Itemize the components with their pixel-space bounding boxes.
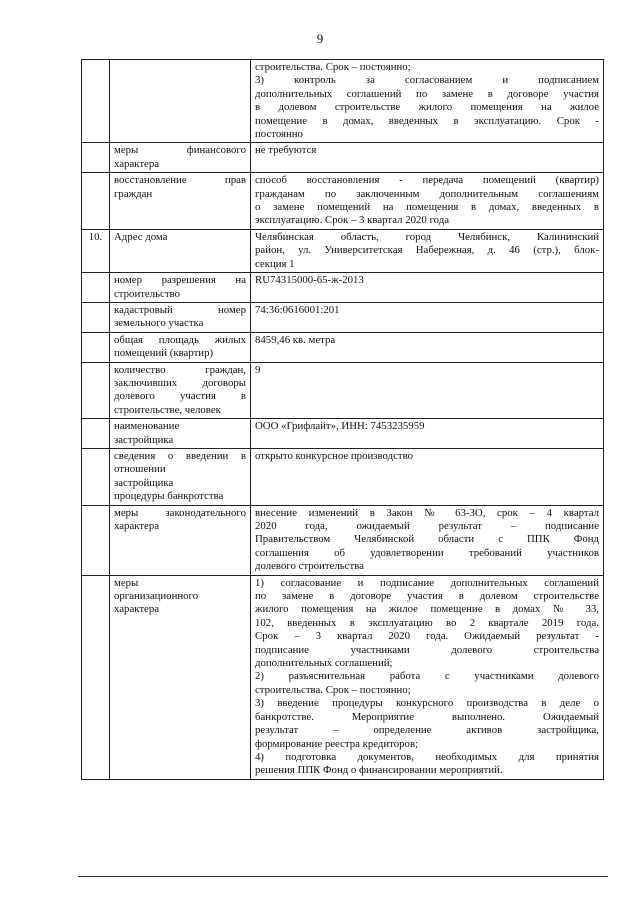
label-line: характера <box>114 603 160 616</box>
row-label-cell <box>110 173 251 230</box>
label-line: меры финансового <box>114 144 246 157</box>
value-line: дополнительных соглашений по замене в договоре участия <box>255 87 599 100</box>
label-line: меры законодательного <box>114 506 246 519</box>
row-number-cell <box>82 60 110 143</box>
value-line: по замене в договоре участия в долевом строительстве <box>255 590 599 603</box>
row-number-cell <box>82 273 110 303</box>
label-line: характера <box>114 520 160 532</box>
value-line: Правительством Челябинской области с ППК Фонд <box>255 533 599 546</box>
label-line: строительство <box>114 287 180 300</box>
table-row <box>82 505 604 575</box>
value-line: район, ул. Университетская Набережная, д. 46 (стр.), блок- <box>255 244 599 257</box>
table-row <box>82 575 604 779</box>
value-line: банкротстве. Мероприятие выполнено. Ожидаемый <box>255 710 599 723</box>
value-line: Челябинская область, город Челябинск, Калининский <box>255 230 599 243</box>
table-row <box>82 332 604 362</box>
value-line: 74:36:0616001:201 <box>255 303 340 316</box>
value-line: дополнительных соглашений; <box>255 657 393 670</box>
row-number-cell: 10. <box>82 229 110 272</box>
row-label-cell <box>110 448 251 505</box>
row-value-cell <box>251 60 604 143</box>
value-line: 9 <box>255 363 261 376</box>
value-line: в долевом строительстве жилого помещения на жилое <box>255 101 599 114</box>
value-line: строительства. Срок – постоянно; <box>255 61 411 73</box>
label-line: кадастровый номер <box>114 303 246 316</box>
value-line: не требуются <box>255 144 317 157</box>
value-line: 1) согласование и подписание дополнительных соглашений <box>255 576 599 589</box>
row-label-cell <box>110 419 251 449</box>
row-number-cell <box>82 505 110 575</box>
row-number-cell <box>82 302 110 332</box>
row-label-cell <box>110 575 251 779</box>
label-line: помещений (квартир) <box>114 347 214 360</box>
value-line: строительства. Срок – постоянно; <box>255 683 411 696</box>
label-line: застройщика <box>114 476 174 489</box>
row-value-cell <box>251 505 604 575</box>
label-line: меры <box>114 576 139 589</box>
label-line: Адрес дома <box>114 230 168 243</box>
table-row <box>82 143 604 173</box>
row-value-cell <box>251 273 604 303</box>
row-label-cell <box>110 362 251 419</box>
row-value-cell <box>251 332 604 362</box>
value-line: жилого помещения на жилое помещение в домах № 33, <box>255 603 599 616</box>
row-number-cell <box>82 362 110 419</box>
row-number-cell <box>82 448 110 505</box>
value-line: 3) введение процедуры конкурсного производства в деле о <box>255 697 599 710</box>
label-line: земельного участка <box>114 317 204 330</box>
table-body <box>82 60 604 780</box>
value-line: 8459,46 кв. метра <box>255 333 336 346</box>
label-line: процедуры банкротства <box>114 490 224 503</box>
row-value-cell <box>251 419 604 449</box>
value-line: 4) подготовка документов, необходимых для принятия <box>255 750 599 763</box>
value-line: Срок – 3 квартал 2020 года. Ожидаемый результат - <box>255 630 599 643</box>
label-line: сведения о введении в <box>114 449 246 462</box>
table-row <box>82 173 604 230</box>
row-label-cell <box>110 229 251 272</box>
page-bottom-rule <box>78 876 608 877</box>
row-number-cell <box>82 419 110 449</box>
page-number: 9 <box>316 31 324 46</box>
label-line: строительстве, человек <box>114 403 221 416</box>
row-label-cell <box>110 332 251 362</box>
table-row <box>82 362 604 419</box>
label-line: номер разрешения на <box>114 274 246 287</box>
value-line: постоянно <box>255 128 303 141</box>
table-row <box>82 273 604 303</box>
row-value-cell <box>251 302 604 332</box>
row-value-cell <box>251 362 604 419</box>
row-number-cell <box>82 143 110 173</box>
label-line: организационного <box>114 590 199 603</box>
label-line: заключивших договоры <box>114 376 246 389</box>
value-line: ООО «Грифлайт», ИНН: 7453235959 <box>255 420 425 433</box>
label-line: наименование <box>114 420 180 433</box>
value-line: решения ППК Фонд о финансировании мероприятий. <box>255 764 503 777</box>
row-label-cell <box>110 143 251 173</box>
label-line: граждан <box>114 187 153 200</box>
table-row <box>82 60 604 143</box>
row-label-cell <box>110 273 251 303</box>
value-line: 2020 года, ожидаемый результат – подписание <box>255 520 599 532</box>
row-value-cell <box>251 143 604 173</box>
row-number-cell <box>82 173 110 230</box>
row-value-cell <box>251 173 604 230</box>
label-line: количество граждан, <box>114 363 246 376</box>
row-value-cell <box>251 575 604 779</box>
label-line: застройщика <box>114 433 174 446</box>
label-line: общая площадь жилых <box>114 333 246 346</box>
value-line: RU74315000-65-ж-2013 <box>255 274 364 287</box>
value-line: о замене помещений на помещения в домах, введенных в <box>255 201 599 214</box>
row-label-cell <box>110 60 251 143</box>
row-number-cell <box>82 575 110 779</box>
row-label-cell <box>110 302 251 332</box>
label-line: восстановление прав <box>114 174 246 187</box>
value-line: 102, введенных в эксплуатацию во 2 квартале 2019 года. <box>255 616 599 629</box>
value-line: секция 1 <box>255 257 295 270</box>
value-line: соглашения об удовлетворении требований участников <box>255 546 599 559</box>
value-line: открыто конкурсное производство <box>255 449 414 462</box>
value-line: результат – определение активов застройщика, <box>255 724 599 737</box>
label-line: отношении <box>114 463 166 476</box>
value-line: долевого строительства <box>255 560 364 573</box>
table-row <box>82 419 604 449</box>
table-row <box>82 302 604 332</box>
row-label-cell <box>110 505 251 575</box>
value-line: подписание участниками долевого строительства <box>255 643 599 656</box>
table-row <box>82 448 604 505</box>
label-line: долевого участия в <box>114 390 246 403</box>
value-line: гражданам по заключенным дополнительным соглашениям <box>255 187 599 200</box>
value-line: помещение в домах, введенных в эксплуатацию. Срок - <box>255 114 599 127</box>
value-line: 3) контроль за согласованием и подписанием <box>255 74 599 87</box>
row-value-cell <box>251 229 604 272</box>
value-line: способ восстановления - передача помещений (квартир) <box>255 174 599 187</box>
value-line: эксплуатацию. Срок – 3 квартал 2020 года <box>255 214 450 227</box>
value-line: формирование реестра кредиторов; <box>255 737 419 750</box>
value-line: внесение изменений в Закон № 63-ЗО, срок – 4 квартал <box>255 506 599 519</box>
row-number-cell <box>82 332 110 362</box>
value-line: 2) разъяснительная работа с участниками долевого <box>255 670 599 683</box>
label-line: характера <box>114 157 160 170</box>
document-table <box>81 59 604 780</box>
row-value-cell <box>251 448 604 505</box>
table-row <box>82 229 604 272</box>
